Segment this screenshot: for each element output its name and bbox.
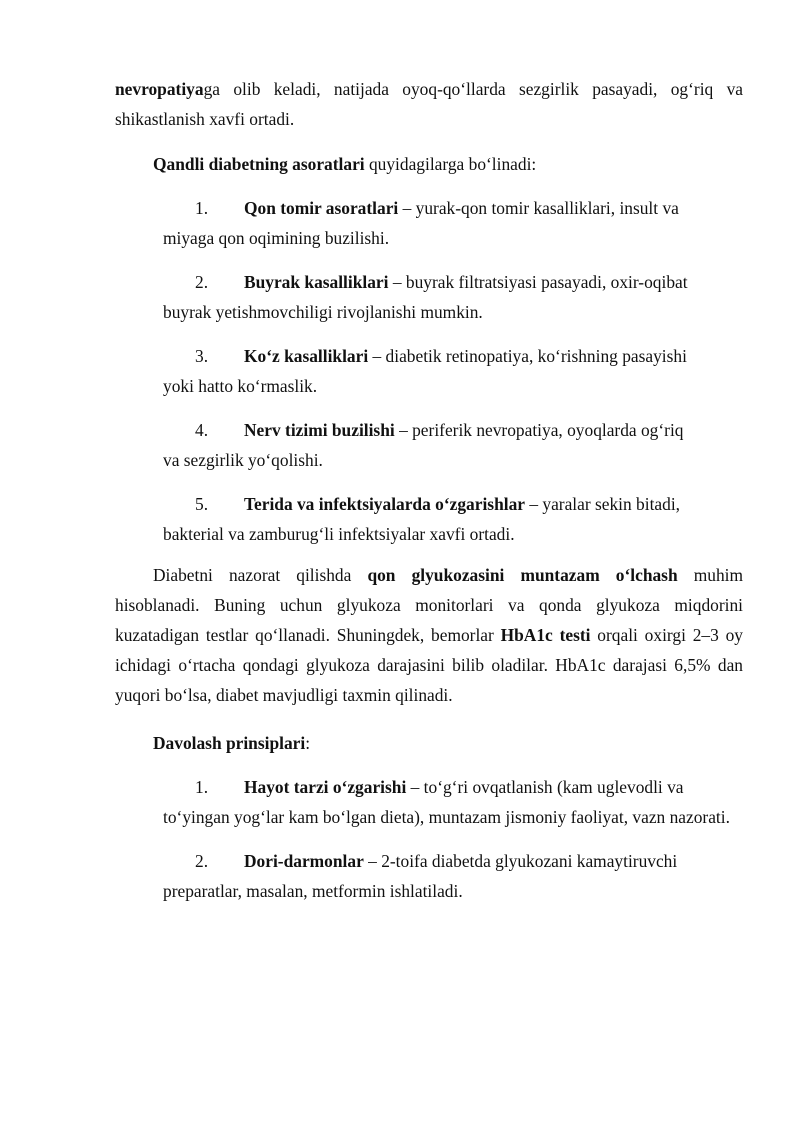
list-item-first-line: [244, 341, 743, 371]
list-item-number: 4.: [195, 420, 209, 440]
list-item-bold: Buyrak kasalliklari: [244, 272, 389, 292]
list-item-number: 1.: [195, 777, 209, 797]
document-body: [115, 74, 743, 906]
list-item: [163, 267, 743, 327]
control-bold-hba1c: HbA1c testi: [500, 625, 591, 645]
list-item-continuation: bakterial va zamburug‘li infektsiyalar xavfi ortadi.: [163, 524, 515, 544]
list-item: [163, 846, 743, 906]
list-item-first-line: [244, 193, 743, 223]
list-item-continuation: preparatlar, masalan, metformin ishlatiladi.: [163, 881, 463, 901]
list-item-first-line: [244, 267, 743, 297]
list-item-first-line: [244, 415, 743, 445]
control-text-mid: muhim hisoblanadi. Buning uchun glyukoza monitorlari va qonda glyukoza miqdorini kuzatadigan testlar qo‘llanadi. Shuningdek, bemorlar: [115, 565, 744, 645]
list-item-text: – to‘g‘ri ovqatlanish (kam uglevodli va: [406, 777, 684, 797]
list-item-continuation: miyaga qon oqimining buzilishi.: [163, 228, 390, 248]
list-item-text: – yurak-qon tomir kasalliklari, insult va: [398, 198, 679, 218]
intro-paragraph: [115, 74, 743, 134]
list-item-continuation: yoki hatto ko‘rmaslik.: [163, 376, 318, 396]
control-text-pre: Diabetni nazorat qilishda: [153, 565, 368, 585]
complications-heading-text: quyidagilarga bo‘linadi:: [364, 154, 537, 174]
list-item-bold: Nerv tizimi buzilishi: [244, 420, 395, 440]
list-item: [163, 772, 743, 832]
list-item-text: – periferik nevropatiya, oyoqlarda og‘riq: [394, 420, 684, 440]
list-item: [163, 415, 743, 475]
list-item-text: – buyrak filtratsiyasi pasayadi, oxir-oqibat: [388, 272, 688, 292]
list-item-bold: Dori-darmonlar: [244, 851, 364, 871]
intro-text: ga olib keladi, natijada oyoq-qo‘llarda sezgirlik pasayadi, og‘riq va shikastlanish xavfi ortadi.: [115, 79, 743, 129]
control-paragraph: [115, 560, 743, 710]
list-item-first-line: [244, 772, 743, 802]
list-item-number: 2.: [195, 272, 209, 292]
treatment-heading-bold: Davolash prinsiplari: [153, 733, 306, 753]
intro-bold-term: nevropatiya: [115, 79, 204, 99]
treatment-heading-text: :: [305, 733, 311, 753]
control-bold-measurement: qon glyukozasini muntazam o‘lchash: [367, 565, 678, 585]
list-item-number: 2.: [195, 851, 209, 871]
list-item-bold: Ko‘z kasalliklari: [244, 346, 369, 366]
list-item-text: – diabetik retinopatiya, ko‘rishning pasayishi: [368, 346, 687, 366]
list-item-bold: Qon tomir asoratlari: [244, 198, 399, 218]
list-item-first-line: [244, 489, 743, 519]
list-item-text: – yaralar sekin bitadi,: [524, 494, 680, 514]
list-item-number: 3.: [195, 346, 209, 366]
list-item-continuation: to‘yingan yog‘lar kam bo‘lgan dieta), muntazam jismoniy faoliyat, vazn nazorati.: [163, 807, 730, 827]
list-item-first-line: [244, 846, 743, 876]
list-item: [163, 341, 743, 401]
list-item-bold: Hayot tarzi o‘zgarishi: [244, 777, 407, 797]
treatment-list: [163, 772, 743, 906]
list-item: [163, 489, 743, 549]
list-item-number: 1.: [195, 198, 209, 218]
list-item: [163, 193, 743, 253]
list-item-continuation: va sezgirlik yo‘qolishi.: [163, 450, 323, 470]
treatment-heading: [115, 728, 743, 758]
complications-heading-bold: Qandli diabetning asoratlari: [153, 154, 365, 174]
complications-heading: [115, 149, 743, 179]
complications-list: [163, 193, 743, 549]
list-item-text: – 2-toifa diabetda glyukozani kamaytiruvchi: [363, 851, 678, 871]
control-text-post: orqali oxirgi 2–3 oy ichidagi o‘rtacha qondagi glyukoza darajasini bilib oladilar. HbA1c darajasi 6,5% dan yuqori bo‘lsa, diabet mavjudligi taxmin qilinadi.: [115, 625, 743, 705]
list-item-bold: Terida va infektsiyalarda o‘zgarishlar: [244, 494, 525, 514]
list-item-number: 5.: [195, 494, 209, 514]
list-item-continuation: buyrak yetishmovchiligi rivojlanishi mumkin.: [163, 302, 483, 322]
